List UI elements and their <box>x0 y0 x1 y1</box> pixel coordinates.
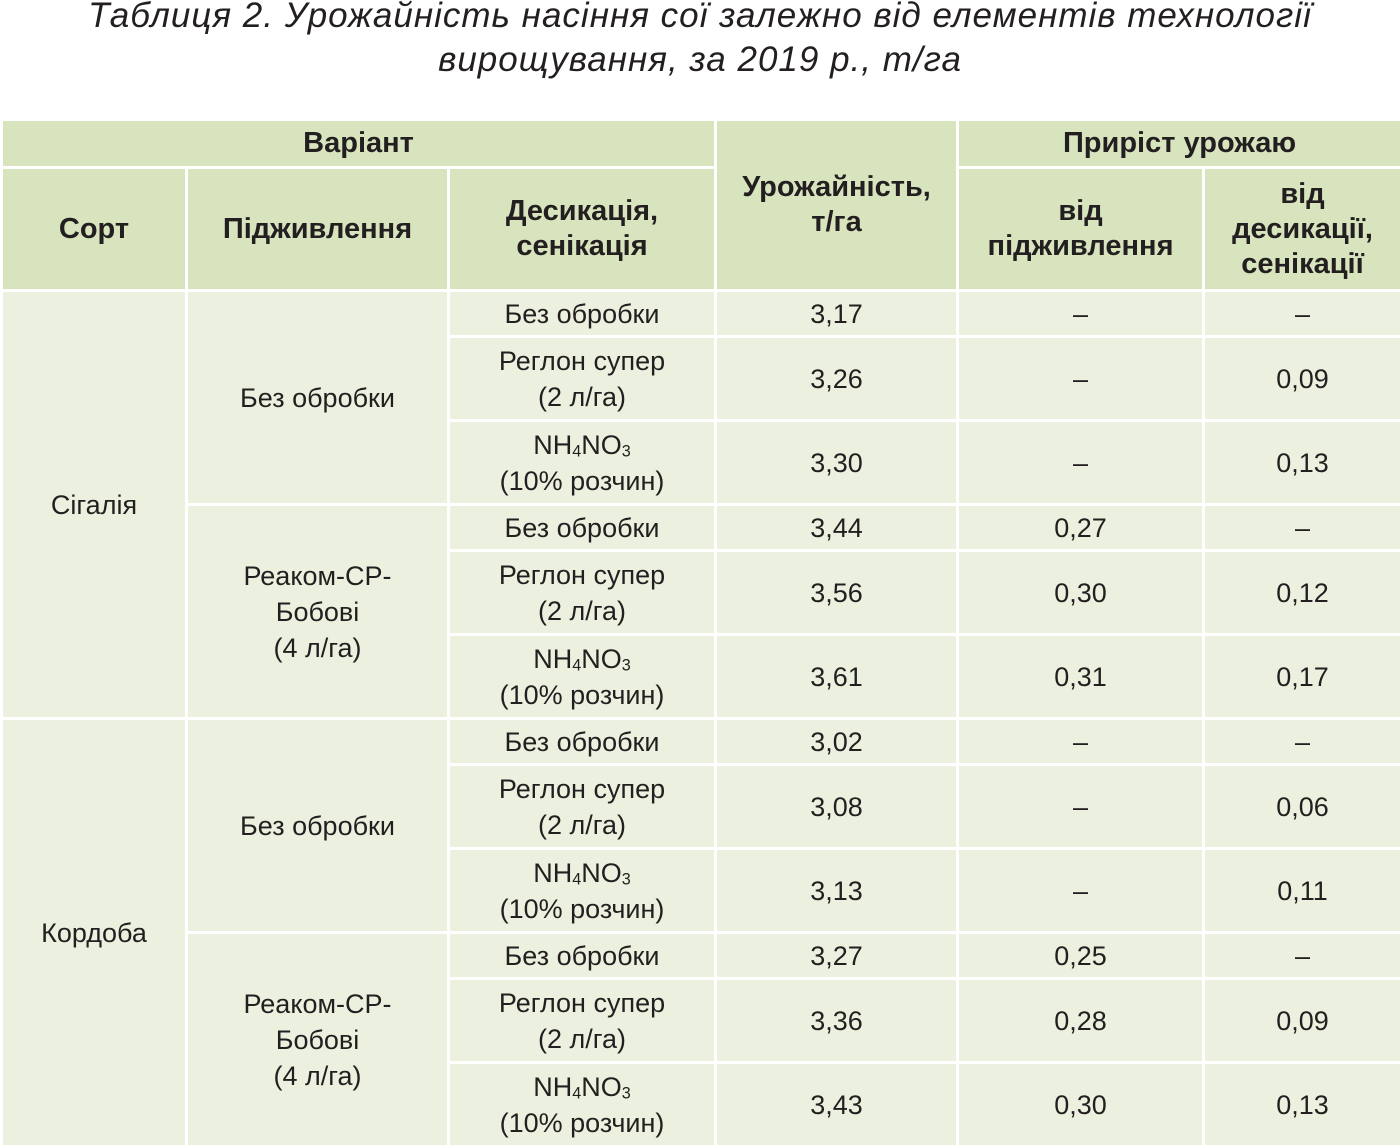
from-desiccation-cell: – <box>1204 291 1400 337</box>
treatment-line-2: (10% розчин) <box>500 894 665 924</box>
feeding-label: Без обробки <box>240 811 395 841</box>
header-variant: Варіант <box>2 120 716 168</box>
from-desiccation-cell: 0,09 <box>1204 337 1400 421</box>
feeding-label-line-3: (4 л/га) <box>273 633 361 663</box>
from-feeding-cell: – <box>958 291 1204 337</box>
treatment-line-2: (2 л/га) <box>538 1024 626 1054</box>
table-row <box>2 505 1400 551</box>
yield-cell: 3,27 <box>716 933 958 979</box>
feeding-cell <box>187 505 449 719</box>
feeding-label-line-3: (4 л/га) <box>273 1061 361 1091</box>
desiccation-cell <box>449 765 716 849</box>
header-from-feeding <box>958 168 1204 291</box>
from-feeding-cell: – <box>958 421 1204 505</box>
header-sort: Сорт <box>2 168 187 291</box>
desiccation-cell <box>449 551 716 635</box>
table-body <box>2 291 1400 1147</box>
header-from-desic-line-1: від <box>1280 178 1324 210</box>
yield-cell: 3,43 <box>716 1063 958 1147</box>
formula-subscript: 4 <box>572 442 581 460</box>
header-desiccation <box>449 168 716 291</box>
table-row <box>2 291 1400 337</box>
desiccation-cell: Без обробки <box>449 505 716 551</box>
feeding-label: Без обробки <box>240 383 395 413</box>
feeding-label-line-1: Реаком-СР- <box>243 989 391 1019</box>
from-desiccation-cell: 0,12 <box>1204 551 1400 635</box>
header-yield-line-2: т/га <box>811 206 861 238</box>
table-row <box>2 933 1400 979</box>
treatment-formula <box>533 858 631 888</box>
yield-cell: 3,56 <box>716 551 958 635</box>
table-row <box>2 719 1400 765</box>
formula-subscript: 3 <box>622 442 631 460</box>
formula-part: NH <box>533 644 572 674</box>
yield-cell: 3,36 <box>716 979 958 1063</box>
yield-cell: 3,44 <box>716 505 958 551</box>
header-from-feeding-line-2: підживлення <box>988 230 1174 262</box>
variety-cell: Сігалія <box>2 291 187 719</box>
header-feeding: Підживлення <box>187 168 449 291</box>
from-feeding-cell: 0,31 <box>958 635 1204 719</box>
desiccation-cell: Без обробки <box>449 719 716 765</box>
treatment-line-2: (2 л/га) <box>538 382 626 412</box>
treatment-line-2: (10% розчин) <box>500 1108 665 1138</box>
header-from-feeding-line-1: від <box>1058 195 1102 227</box>
header-yield-line-1: Урожайність, <box>742 171 931 203</box>
formula-part: NO <box>581 430 622 460</box>
desiccation-cell <box>449 979 716 1063</box>
treatment-line-2: (10% розчин) <box>500 466 665 496</box>
desiccation-cell <box>449 337 716 421</box>
formula-subscript: 4 <box>572 1084 581 1102</box>
feeding-label-line-2: Бобові <box>276 597 360 627</box>
treatment-line-2: (2 л/га) <box>538 596 626 626</box>
from-feeding-cell: 0,27 <box>958 505 1204 551</box>
feeding-cell <box>187 719 449 933</box>
from-desiccation-cell: 0,09 <box>1204 979 1400 1063</box>
feeding-cell <box>187 291 449 505</box>
from-feeding-cell: – <box>958 849 1204 933</box>
treatment-formula <box>533 1072 631 1102</box>
formula-subscript: 4 <box>572 870 581 888</box>
from-feeding-cell: 0,30 <box>958 1063 1204 1147</box>
from-desiccation-cell: 0,11 <box>1204 849 1400 933</box>
feeding-cell <box>187 933 449 1147</box>
from-desiccation-cell: 0,17 <box>1204 635 1400 719</box>
caption-line-2: вирощування, за 2019 р., т/га <box>0 38 1400 82</box>
from-feeding-cell: – <box>958 337 1204 421</box>
formula-part: NO <box>581 644 622 674</box>
header-from-desiccation <box>1204 168 1400 291</box>
formula-part: NO <box>581 1072 622 1102</box>
desiccation-cell <box>449 421 716 505</box>
from-feeding-cell: – <box>958 765 1204 849</box>
from-desiccation-cell: 0,13 <box>1204 421 1400 505</box>
formula-subscript: 3 <box>622 656 631 674</box>
treatment-formula <box>533 430 631 460</box>
header-yield <box>716 120 958 291</box>
from-desiccation-cell: – <box>1204 719 1400 765</box>
treatment-line-2: (10% розчин) <box>500 680 665 710</box>
yield-cell: 3,26 <box>716 337 958 421</box>
yield-cell: 3,13 <box>716 849 958 933</box>
desiccation-cell: Без обробки <box>449 291 716 337</box>
desiccation-cell: Без обробки <box>449 933 716 979</box>
treatment-line-1: Реглон супер <box>499 346 665 376</box>
formula-subscript: 4 <box>572 656 581 674</box>
yield-cell: 3,61 <box>716 635 958 719</box>
yield-cell: 3,17 <box>716 291 958 337</box>
yield-table <box>0 118 1400 1148</box>
desiccation-cell <box>449 849 716 933</box>
treatment-line-1: Реглон супер <box>499 774 665 804</box>
table-caption <box>0 0 1400 118</box>
yield-cell: 3,30 <box>716 421 958 505</box>
feeding-label-line-1: Реаком-СР- <box>243 561 391 591</box>
from-desiccation-cell: – <box>1204 505 1400 551</box>
formula-part: NH <box>533 1072 572 1102</box>
treatment-formula <box>533 644 631 674</box>
feeding-label-line-2: Бобові <box>276 1025 360 1055</box>
header-from-desic-line-2: десикації, <box>1232 213 1373 245</box>
header-desiccation-line-2: сенікація <box>516 230 647 262</box>
caption-line-1: Таблиця 2. Урожайність насіння сої залежно від елементів технології <box>0 0 1400 38</box>
from-feeding-cell: 0,30 <box>958 551 1204 635</box>
variety-cell: Кордоба <box>2 719 187 1147</box>
from-desiccation-cell: 0,13 <box>1204 1063 1400 1147</box>
desiccation-cell <box>449 1063 716 1147</box>
yield-cell: 3,02 <box>716 719 958 765</box>
formula-part: NH <box>533 858 572 888</box>
treatment-line-2: (2 л/га) <box>538 810 626 840</box>
desiccation-cell <box>449 635 716 719</box>
header-from-desic-line-3: сенікації <box>1241 248 1364 280</box>
from-desiccation-cell: 0,06 <box>1204 765 1400 849</box>
treatment-line-1: Реглон супер <box>499 560 665 590</box>
header-desiccation-line-1: Десикація, <box>506 195 658 227</box>
yield-cell: 3,08 <box>716 765 958 849</box>
header-increase: Приріст урожаю <box>958 120 1400 168</box>
from-feeding-cell: – <box>958 719 1204 765</box>
from-feeding-cell: 0,25 <box>958 933 1204 979</box>
from-desiccation-cell: – <box>1204 933 1400 979</box>
from-feeding-cell: 0,28 <box>958 979 1204 1063</box>
formula-part: NH <box>533 430 572 460</box>
treatment-line-1: Реглон супер <box>499 988 665 1018</box>
table-header <box>2 120 1400 291</box>
formula-subscript: 3 <box>622 870 631 888</box>
formula-part: NO <box>581 858 622 888</box>
formula-subscript: 3 <box>622 1084 631 1102</box>
